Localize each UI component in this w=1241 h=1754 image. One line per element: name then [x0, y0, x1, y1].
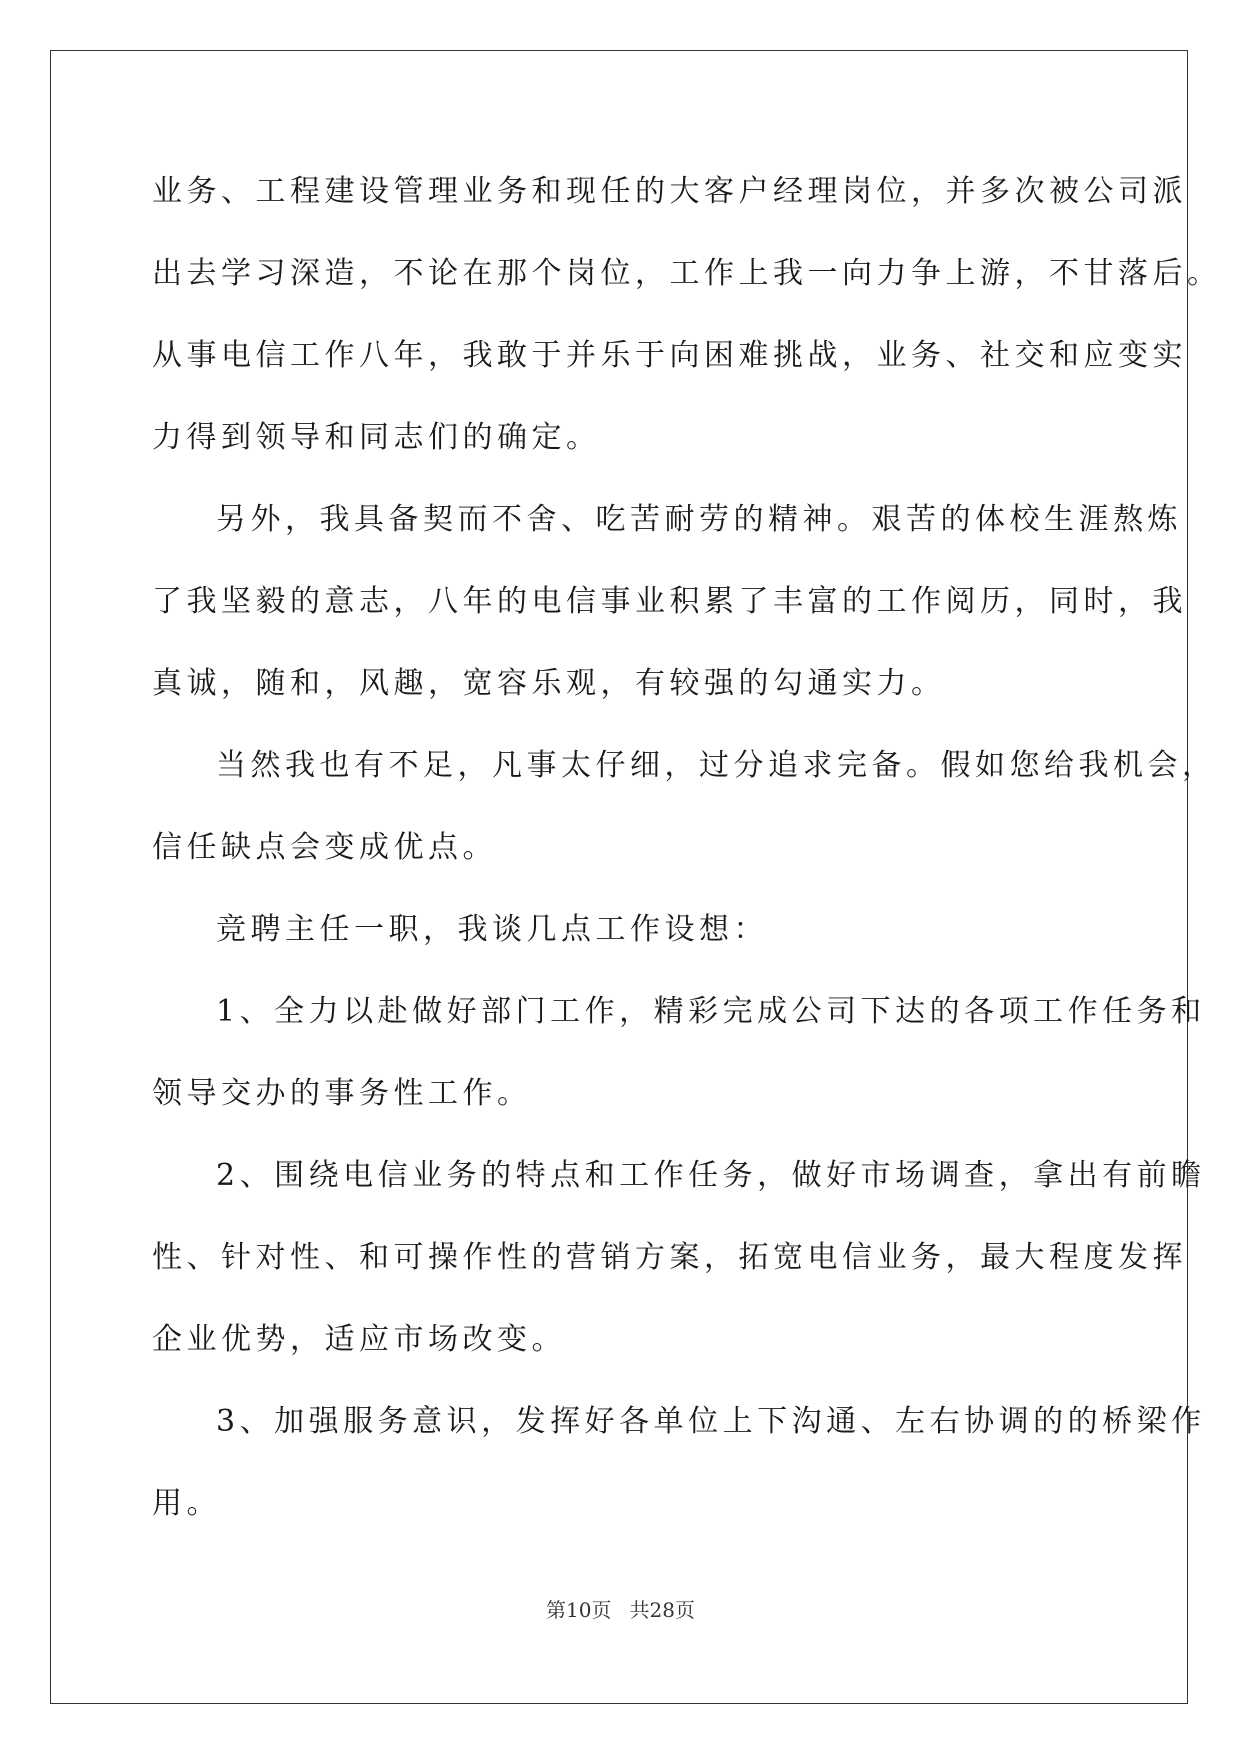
text-line: 信任缺点会变成优点。 [152, 830, 497, 865]
page-number: 第10页 [546, 1598, 612, 1622]
text-line: 当然我也有不足，凡事太仔细，过分追求完备。假如您给我机会， [216, 748, 1217, 783]
text-line: 了我坚毅的意志，八年的电信事业积累了丰富的工作阅历，同时，我 [152, 584, 1187, 619]
text-line: 性、针对性、和可操作性的营销方案，拓宽电信业务，最大程度发挥 [152, 1240, 1187, 1275]
text-line: 另外，我具备契而不舍、吃苦耐劳的精神。艰苦的体校生涯熬炼 [216, 502, 1182, 537]
text-line: 业务、工程建设管理业务和现任的大客户经理岗位，并多次被公司派 [152, 174, 1187, 209]
text-line: 力得到领导和同志们的确定。 [152, 420, 601, 455]
document-body [152, 166, 1222, 1560]
text-line: 3、加强服务意识，发挥好各单位上下沟通、左右协调的的桥梁作 [216, 1404, 1206, 1439]
text-line: 从事电信工作八年，我敢于并乐于向困难挑战，业务、社交和应变实 [152, 338, 1187, 373]
page-footer [0, 1594, 1241, 1623]
text-line: 1、全力以赴做好部门工作，精彩完成公司下达的各项工作任务和 [216, 994, 1206, 1029]
text-line: 真诚，随和，风趣，宽容乐观，有较强的勾通实力。 [152, 666, 946, 701]
text-line: 2、围绕电信业务的特点和工作任务，做好市场调查，拿出有前瞻 [216, 1158, 1206, 1193]
text-line: 领导交办的事务性工作。 [152, 1076, 532, 1111]
page-total: 共28页 [629, 1598, 695, 1622]
text-line: 出去学习深造，不论在那个岗位，工作上我一向力争上游，不甘落后。 [152, 256, 1222, 291]
text-line: 竞聘主任一职，我谈几点工作设想： [216, 912, 768, 947]
text-line: 企业优势，适应市场改变。 [152, 1322, 566, 1357]
text-line: 用。 [152, 1486, 221, 1521]
